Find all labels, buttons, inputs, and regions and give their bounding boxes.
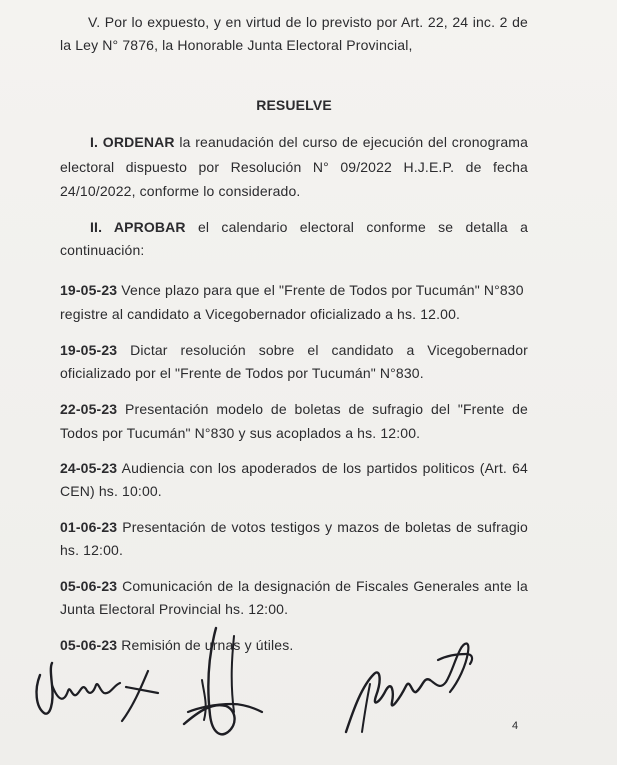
paragraph-v-line-1: V. Por lo expuesto, y en virtud de lo previsto por Art. 22, 24 inc. 2 de bbox=[88, 14, 528, 30]
signature-left bbox=[30, 645, 160, 730]
calendar-entry-date: 01-06-23 bbox=[60, 519, 118, 535]
calendar-entry-text: Presentación de votos testigos y mazos de boletas de sufragio bbox=[122, 519, 528, 535]
item-i-lead: I. ORDENAR bbox=[90, 134, 175, 150]
calendar-entry-date: 24-05-23 bbox=[60, 460, 118, 476]
calendar-entry-date: 05-06-23 bbox=[60, 637, 118, 653]
calendar-entry-4-line-1 bbox=[60, 459, 528, 477]
calendar-entry-5-line-1 bbox=[60, 518, 528, 536]
calendar-entry-2-line-1 bbox=[60, 341, 528, 359]
calendar-entry-text: Vence plazo para que el "Frente de Todos por Tucumán" N°830 bbox=[121, 282, 524, 298]
calendar-entry-text: Remisión de urnas y útiles. bbox=[121, 637, 294, 653]
signature-center bbox=[158, 620, 268, 745]
calendar-entry-date: 05-06-23 bbox=[60, 578, 118, 594]
resolve-heading: RESUELVE bbox=[256, 97, 332, 113]
item-i-line-3: 24/10/2022, conforme lo considerado. bbox=[60, 183, 301, 199]
calendar-entry-3-line-1 bbox=[60, 400, 528, 418]
item-ii-line-1-text: el calendario electoral conforme se detalla a bbox=[197, 219, 529, 235]
item-i-line-2: electoral dispuesto por Resolución N° 09/2022 H.J.E.P. de fecha bbox=[60, 159, 528, 175]
calendar-entry-4-line-2: CEN) hs. 10:00. bbox=[60, 483, 162, 499]
calendar-entry-date: 19-05-23 bbox=[60, 342, 118, 358]
item-i-line-1 bbox=[90, 133, 528, 151]
calendar-entry-1-line-2: registre al candidato a Vicegobernador oficializado a hs. 12.00. bbox=[60, 306, 461, 322]
calendar-entry-6-line-2: Junta Electoral Provincial hs. 12:00. bbox=[60, 601, 289, 617]
calendar-entry-1-line-1 bbox=[60, 281, 528, 299]
calendar-entry-text: Comunicación de la designación de Fiscales Generales ante la bbox=[122, 578, 528, 594]
item-ii-line-2: continuación: bbox=[60, 242, 145, 258]
calendar-entry-5-line-2: hs. 12:00. bbox=[60, 542, 123, 558]
calendar-entry-text: Audiencia con los apoderados de los partidos politicos (Art. 64 bbox=[121, 460, 528, 476]
calendar-entry-6-line-1 bbox=[60, 577, 528, 595]
item-i-line-1-text: la reanudación del curso de ejecución del cronograma bbox=[179, 134, 529, 150]
signature-right bbox=[340, 620, 480, 740]
calendar-entry-text: Presentación modelo de boletas de sufragio del "Frente de bbox=[125, 401, 528, 417]
paragraph-v-line-2: la Ley N° 7876, la Honorable Junta Electoral Provincial, bbox=[60, 37, 413, 53]
calendar-entry-date: 22-05-23 bbox=[60, 401, 118, 417]
calendar-entry-date: 19-05-23 bbox=[60, 282, 118, 298]
calendar-entry-text: Dictar resolución sobre el candidato a Vicegobernador bbox=[130, 342, 528, 358]
item-ii-line-1 bbox=[90, 218, 528, 236]
calendar-entry-2-line-2: oficializado por el "Frente de Todos por Tucumán" N°830. bbox=[60, 365, 424, 381]
page-number: 4 bbox=[512, 720, 519, 732]
calendar-entry-3-line-2: Todos por Tucumán" N°830 y sus acoplados a hs. 12:00. bbox=[60, 425, 421, 441]
item-ii-lead: II. APROBAR bbox=[90, 219, 186, 235]
